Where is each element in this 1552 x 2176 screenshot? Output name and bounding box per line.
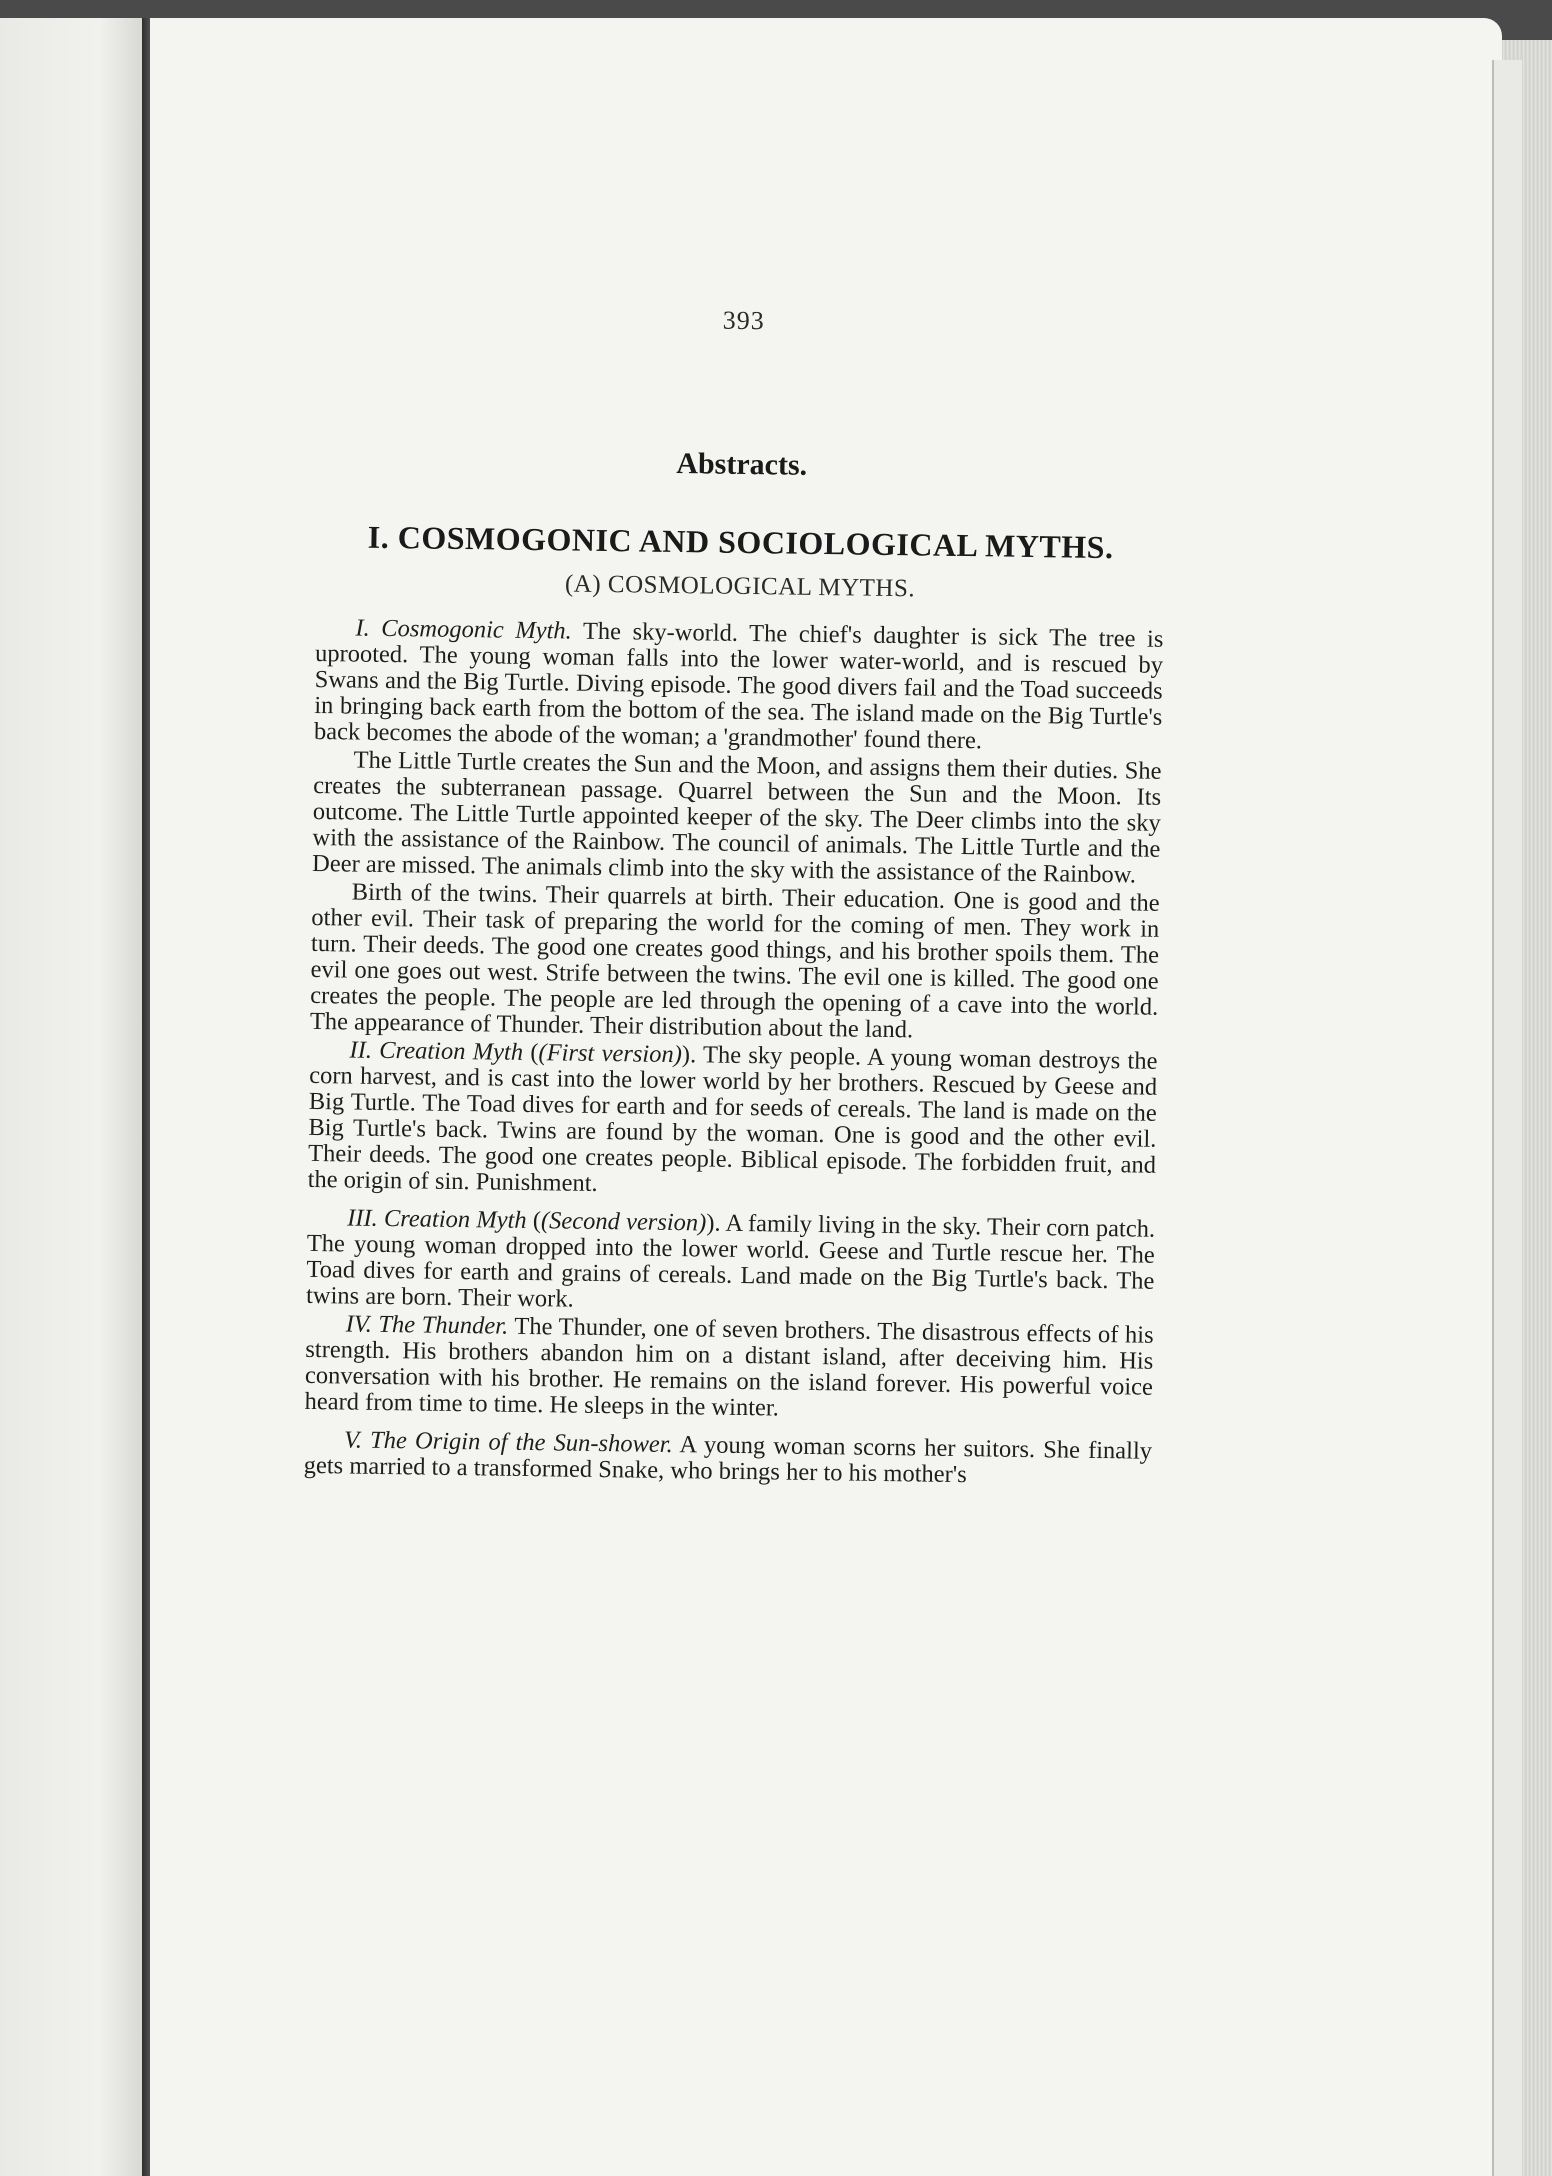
abstract-paragraph-1 bbox=[314, 615, 1164, 757]
abstract-paragraph-5: III. Creation Myth ((Second version)). A family living in the sky. Their corn patch. The young woman dropped into the lower world. Geese and Turtle rescue her. The Toad dives for earth and grains of cereals. Land made on the Big Turtle's back. The twins are born. Their work. bbox=[305, 1204, 1156, 1313]
abstract-text-1: The sky-world. The chief's daughter is sick The tree is uprooted. The young woman falls into the lower water-world, and is rescued by Swans and the Big Turtle. Diving episode. The good divers fail and the Toad succeeds in bringing back earth from the bottom of the sea. The island made on the Big Turtle's back becomes the abode of the woman; a 'grandmother' found there. bbox=[313, 617, 1164, 755]
page-text-block bbox=[304, 300, 1168, 1493]
abstract-paragraph-7 bbox=[304, 1427, 1153, 1491]
page-stack-inner-edge bbox=[1492, 60, 1522, 2176]
abstract-paragraph-4: II. Creation Myth ((First version)). The sky people. A young woman destroys the corn harvest, and is cast into the lower world by her brothers. Rescued by Geese and Big Turtle. The Toad dives for earth and for seeds of cereals. The land is made on the Big Turtle's back. Twins are found by the woman. One is good and the other evil. Their deeds. The good one creates people. Biblical episode. The forbidden fruit, and the origin of sin. Punishment. bbox=[307, 1036, 1158, 1197]
abstract-text-4: . The sky people. A young woman destroys the corn harvest, and is cast into the lower world by her brothers. Rescued by Geese and Big Turtle. The Toad dives for earth and for seeds of cereals. The land is made on the Big Turtle's back. Twins are found by the woman. One is good and the other evil. Their deeds. The good one creates people. Biblical episode. The forbidden fruit, and the origin of sin. Punishment. bbox=[307, 1041, 1158, 1197]
abstract-text-7: A young woman scorns her suitors. She finally gets married to a transformed Snake, who brings her to his mother's bbox=[303, 1431, 1153, 1489]
abstract-text-6: The Thunder, one of seven brothers. The disastrous effects of his strength. His brothers abandon him on a distant island, after deceiving him. His conversation with his brother. He remains on the island forever. His powerful voice heard from time to time. He sleeps in the winter. bbox=[304, 1312, 1154, 1422]
page-number: 393 bbox=[722, 305, 765, 336]
abstract-text-5: . A family living in the sky. Their corn patch. The young woman dropped into the lower world. Geese and Turtle rescue her. The Toad dives for earth and grains of cereals. Land made on the Big Turtle's back. The twins are born. Their work. bbox=[305, 1209, 1156, 1313]
left-page-edge bbox=[0, 18, 145, 2176]
abstract-title-6: IV. The Thunder. bbox=[345, 1310, 509, 1340]
abstracts-heading: Abstracts. bbox=[676, 446, 808, 482]
abstract-paragraph-2 bbox=[312, 747, 1162, 889]
abstract-text-2: The Little Turtle creates the Sun and the Moon, and assigns them their duties. She creates the subterranean passage. Quarrel between the Sun and the Moon. Its outcome. The Little Turtle appointed keeper of the sky. The Deer climbs into the sky with the assistance of the Rainbow. The council of animals. The Little Turtle and the Deer are missed. The animals climb into the sky with the assistance of the Rainbow. bbox=[311, 746, 1162, 889]
abstract-text-3: Birth of the twins. Their quarrels at birth. Their education. One is good and the other evil. Their task of preparing the world for the coming of men. They work in turn. Their deeds. The good one creates good things, and his brother spoils them. The evil one goes out west. Strife between the twins. The evil one is killed. The good one creates the people. The people are led through the opening of a cave into the world. The appearance of Thunder. Their distribution about the land. bbox=[309, 878, 1160, 1044]
subsection-heading: (A) COSMOLOGICAL MYTHS. bbox=[564, 570, 916, 603]
abstract-title-5: III. Creation Myth bbox=[346, 1204, 527, 1234]
abstract-paragraph-3 bbox=[310, 879, 1160, 1047]
abstract-version-5: (Second version) bbox=[540, 1207, 707, 1237]
abstract-version-4: (First version) bbox=[538, 1039, 683, 1069]
abstract-title-7: V. The Origin of the Sun-shower. bbox=[343, 1426, 673, 1459]
abstract-title-1: I. Cosmogonic Myth. bbox=[355, 614, 572, 645]
abstract-title-4: II. Creation Myth bbox=[349, 1036, 524, 1066]
section-heading: I. COSMOGONIC AND SOCIOLOGICAL MYTHS. bbox=[367, 518, 1114, 566]
abstract-paragraph-6 bbox=[304, 1311, 1153, 1427]
